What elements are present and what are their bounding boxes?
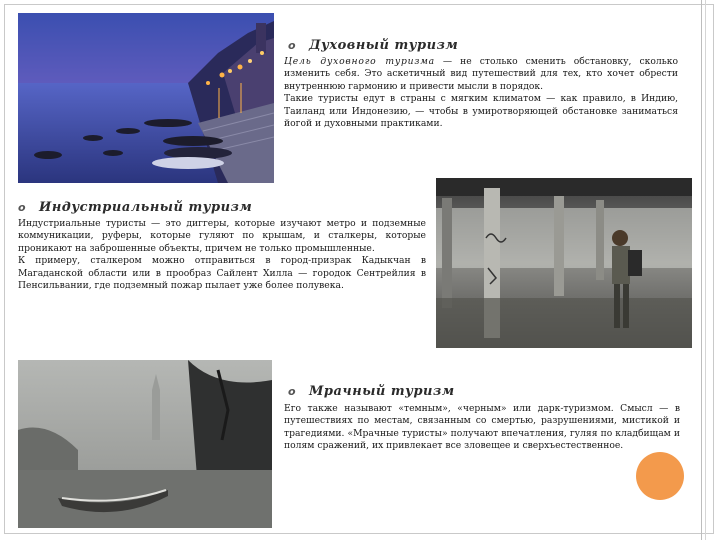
bullet-icon: o — [18, 201, 27, 214]
misty-lake-photo — [18, 360, 272, 528]
spiritual-title: Духовный туризм — [309, 38, 459, 53]
industrial-text-1: Индустриальные туристы — это диггеры, которые изучают метро и подземные коммуникации, руферы, которые гуляют по крышам, и сталкеры, которые проникают на заброшенные объекты, причем не только промышленные. — [18, 218, 426, 254]
decorative-line — [705, 0, 706, 540]
bullet-icon: o — [288, 385, 297, 398]
dark-text-1: Его также называют «темным», «черным» или дарк-туризмом. Смысл — в путешествиях по местам, связанным со смертью, разрушениями, мистикой и трагедиями. «Мрачные туристы» получают впечатления, гуляя по кладбищам и полям сражений, их привлекает все зловещее и сверхъестественное. — [284, 403, 680, 452]
spiritual-heading — [288, 38, 458, 53]
bullet-icon: o — [288, 39, 297, 52]
dark-title: Мрачный туризм — [309, 384, 455, 399]
spiritual-text-1: — не столько сменить обстановку, сколько изменить себя. Это аскетичный вид путешествий для тех, кто хочет обрести внутреннюю гармонию и привести мысли в порядок. — [284, 56, 678, 92]
varanasi-photo — [18, 13, 274, 183]
abandoned-factory-photo — [436, 178, 692, 348]
industrial-text-2: К примеру, сталкером можно отправиться в город-призрак Кадыкчан в Магаданской области или в прообраз Сайлент Хилла — городок Сентрейлия в Пенсильвании, где подземный пожар пылает уже более полувека. — [18, 255, 426, 292]
industrial-body — [18, 218, 426, 292]
industrial-heading — [18, 200, 252, 215]
spiritual-text-2: Такие туристы едут в страны с мягким климатом — как правило, в Индию, Таиланд или Индонезию, — чтобы в умиротворяющей обстановке заниматься йогой и духовными практиками. — [284, 93, 678, 130]
decorative-line — [701, 0, 702, 540]
dark-body — [284, 403, 680, 453]
spiritual-lead: Цель духовного туризма — [284, 56, 435, 67]
dark-heading — [288, 384, 455, 399]
accent-circle — [636, 452, 684, 500]
industrial-title: Индустриальный туризм — [39, 200, 253, 215]
spiritual-body — [284, 56, 678, 130]
